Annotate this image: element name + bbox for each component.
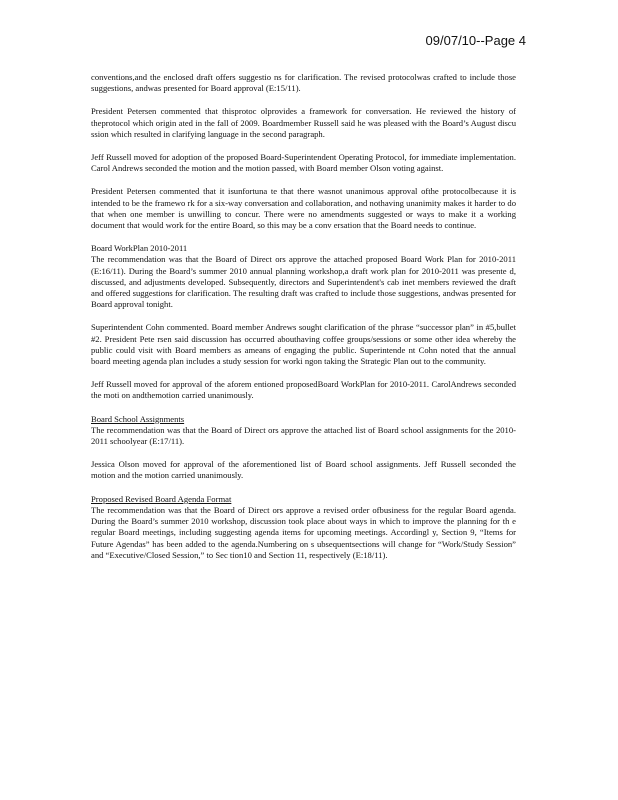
paragraph-text: Superintendent Cohn commented. Board member Andrews sought clarification of the phrase “successor plan” in #5,bullet #2. President Pete rsen said discussion has occurred abouthaving coffee groups/sessions or some other idea whereby the public could visit with Board members as ameans of engaging the public. Superintende nt Cohn noted that the annual board meeting agenda plan includes a study session for worki ngon taking the Strategic Plan out to the community. [91,322,516,367]
paragraph-text: Jessica Olson moved for approval of the aforementioned list of Board school assignments. Jeff Russell seconded the motion and the motion carried unanimously. [91,459,516,481]
page-header: 09/07/10--Page 4 [425,33,526,48]
section-heading: Board WorkPlan 2010-2011 [91,243,188,254]
paragraph [91,72,516,94]
section-heading: Proposed Revised Board Agenda Format [91,493,232,504]
paragraph [91,494,516,561]
paragraph-text: The recommendation was that the Board of Direct ors approve the attached list of Board school assignments for the 2010-2011 schoolyear (E:17/11). [91,424,516,447]
paragraph-text: The recommendation was that the Board of Direct ors approve the attached proposed Board Work Plan for 2010-2011 (E:16/11). During the Board’s summer 2010 annual planning workshop,a draft work plan for 2010-2011 was presente d, discussed, and adjustments developed. Subsequently, directors and Superintendent's cab inet members reviewed the draft and offered suggestions for clarification. The resulting draft was crafted to include those suggestions, andwas presented for Board approval tonight. [91,254,516,310]
paragraph [91,186,516,231]
paragraph [91,322,516,367]
paragraph-text: conventions,and the enclosed draft offers suggestio ns for clarification. The revised protocolwas crafted to include those suggestions, andwas presented for Board approval (E:15/11). [91,72,516,94]
paragraph-text: Jeff Russell moved for adoption of the proposed Board-Superintendent Operating Protocol, for immediate implementation. Carol Andrews seconded the motion and the motion passed, with Board member Olson voting against. [91,152,516,174]
paragraph-text: Jeff Russell moved for approval of the aforem entioned proposedBoard WorkPlan for 2010-2011. CarolAndrews seconded the moti on andthemotion carried unanimously. [91,379,516,401]
paragraph [91,414,516,448]
paragraph [91,379,516,401]
paragraph [91,243,516,310]
paragraph [91,106,516,140]
paragraph-text: President Petersen commented that thisprotoc olprovides a framework for conversation. He reviewed the history of theprotocol which origin ated in the fall of 2009. Boardmember Russell said he was pleased with the Board’s August discu ssion which resulted in clarifying language in the second paragraph. [91,106,516,139]
paragraph-text: President Petersen commented that it isunfortuna te that there wasnot unanimous approval ofthe protocolbecause it is intended to be the framewo rk for a six-way conversation and collaboration, and nothaving unanimity makes it harder to do that when one member is unwilling to concur. There were no amendments suggested or ways to make it a working document that would work for the entire Board, so this may be a conv ersation that the Board needs to continue. [91,186,516,231]
paragraph-text: The recommendation was that the Board of Direct ors approve a revised order ofbusiness for the regular Board agenda. During the Board’s summer 2010 workshop, discussion took place about ways in which to improve the planning for th e regular Board meetings, including suggesting agenda items for upcoming meetings. Accordingl y, Section 9, “Items for Future Agendas” has been added to the agenda.Numbering on s ubsequentsections will change for “Work/Study Session” and “Executive/Closed Session,” to Sec tion10 and Section 11, respectively (E:18/11). [91,504,516,560]
paragraph [91,152,516,174]
paragraph [91,459,516,481]
document-body [91,72,516,573]
section-heading: Board School Assignments [91,413,185,424]
